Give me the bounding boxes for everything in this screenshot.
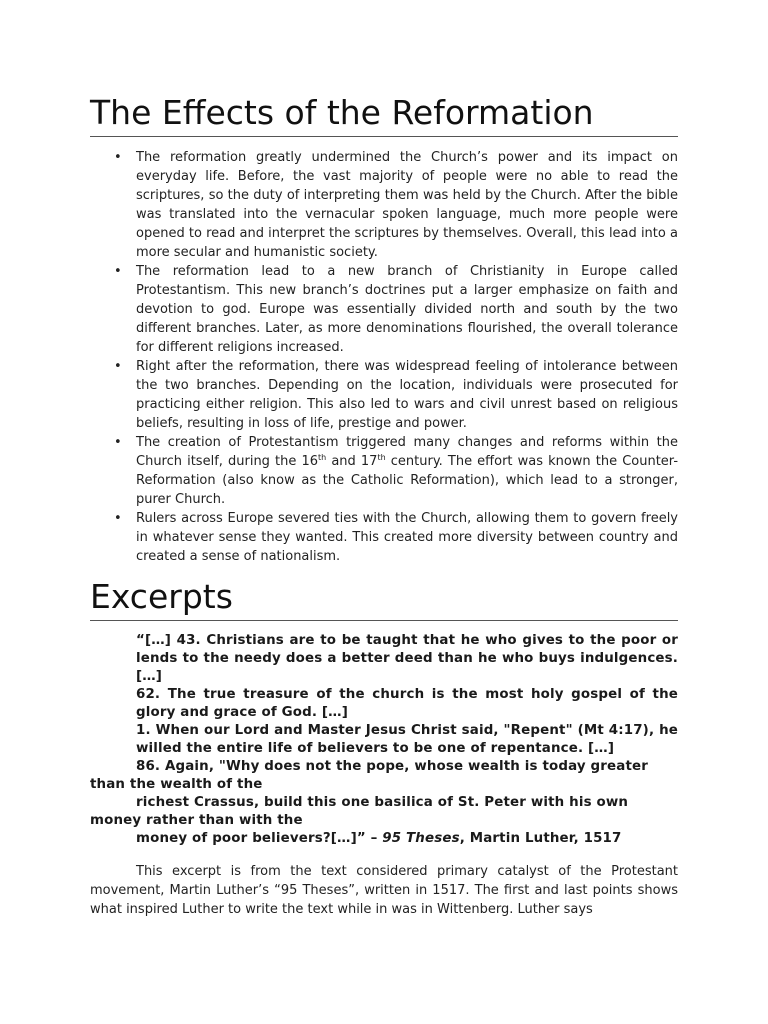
bullet-icon: • bbox=[114, 435, 122, 450]
bullet-text: The reformation greatly undermined the Church’s power and its impact on everyday life. Before, the vast majority of people were no able to read the scriptures, so the duty of interpreting them was held by the Church. After the bible was translated into the vernacular spoken language, much more people were opened to read and interpret the scriptures by themselves. Overall, this lead into a more secular and humanistic society. bbox=[136, 150, 678, 260]
bullet-item bbox=[90, 509, 678, 566]
bullet-icon: • bbox=[114, 150, 122, 165]
quote-citation: money of poor believers?[…]” – 95 Theses, Martin Luther, 1517 bbox=[136, 831, 622, 846]
bullet-text: Rulers across Europe severed ties with the Church, allowing them to govern freely in whatever sense they wanted. This created more diversity between country and created a sense of nationalism. bbox=[136, 511, 678, 564]
quote-line: 86. Again, "Why does not the pope, whose wealth is today greater than the wealth of the bbox=[90, 759, 648, 792]
luther-quote-block bbox=[90, 632, 678, 848]
bullet-text: The reformation lead to a new branch of Christianity in Europe called Protestantism. This new branch’s doctrines put a larger emphasize on faith and devotion to god. Europe was essentially divided north and south by the two different branches. Later, as more denominations flourished, the overall tolerance for different religions increased. bbox=[136, 264, 678, 355]
excerpt-analysis-paragraph: This excerpt is from the text considered primary catalyst of the Protestant movement, Martin Luther’s “95 Theses”, written in 1517. The first and last points shows what inspired Luther to write the text while in was in Wittenberg. Luther says bbox=[90, 864, 678, 917]
heading-effects-of-reformation: The Effects of the Reformation bbox=[90, 93, 678, 137]
bullet-item bbox=[90, 148, 678, 262]
quote-line: 62. The true treasure of the church is the most holy gospel of the glory and grace of God. […] bbox=[136, 687, 678, 720]
effects-bullet-list bbox=[90, 148, 678, 566]
bullet-item bbox=[90, 433, 678, 509]
quote-line: richest Crassus, build this one basilica of St. Peter with his own money rather than with the bbox=[90, 795, 629, 828]
bullet-item bbox=[90, 357, 678, 433]
bullet-item bbox=[90, 262, 678, 357]
bullet-text: Right after the reformation, there was widespread feeling of intolerance between the two branches. Depending on the location, individuals were prosecuted for practicing either religion. This also led to wars and civil unrest based on religious beliefs, resulting in loss of life, prestige and power. bbox=[136, 359, 678, 431]
quote-line: 1. When our Lord and Master Jesus Christ said, "Repent" (Mt 4:17), he willed the entire life of believers to be one of repentance. […] bbox=[136, 723, 678, 756]
bullet-icon: • bbox=[114, 359, 122, 374]
bullet-icon: • bbox=[114, 511, 122, 526]
bullet-text: The creation of Protestantism triggered many changes and reforms within the Church itself, during the 16th and 17th century. The effort was known the Counter-Reformation (also know as the Catholic Reformation), which lead to a stronger, purer Church. bbox=[136, 435, 679, 507]
bullet-icon: • bbox=[114, 264, 122, 279]
heading-excerpts: Excerpts bbox=[90, 577, 678, 621]
quote-line: “[…] 43. Christians are to be taught that he who gives to the poor or lends to the needy does a better deed than he who buys indulgences. […] bbox=[136, 633, 678, 684]
